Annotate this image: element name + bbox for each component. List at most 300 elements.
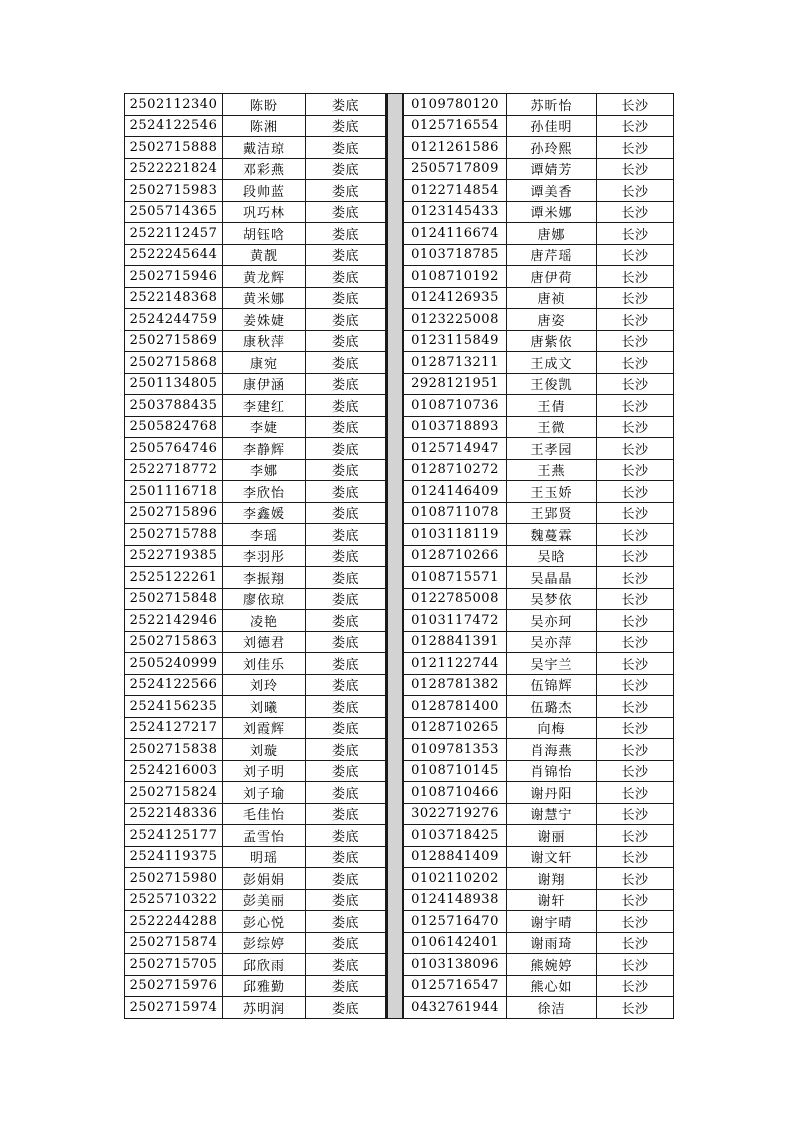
cell-city: 娄底 — [306, 373, 386, 395]
cell-student-name: 李静辉 — [223, 438, 306, 460]
cell-student-name: 唐姿 — [507, 309, 597, 331]
cell-city: 娄底 — [306, 330, 386, 352]
cell-city: 长沙 — [597, 911, 674, 933]
cell-city: 长沙 — [597, 782, 674, 804]
table-row — [404, 868, 674, 890]
table-row — [125, 201, 386, 223]
cell-student-id: 2502715838 — [125, 739, 223, 761]
cell-student-id: 0128841391 — [404, 631, 507, 653]
cell-city: 娄底 — [306, 739, 386, 761]
cell-student-name: 苏明润 — [223, 997, 306, 1019]
loudi-roster-table — [124, 93, 386, 1019]
cell-student-id: 0121261586 — [404, 137, 507, 159]
cell-city: 长沙 — [597, 438, 674, 460]
cell-city: 娄底 — [306, 459, 386, 481]
cell-city: 长沙 — [597, 588, 674, 610]
cell-student-id: 2524216003 — [125, 760, 223, 782]
table-row — [125, 653, 386, 675]
cell-student-id: 2522148368 — [125, 287, 223, 309]
cell-student-name: 苏昕怡 — [507, 94, 597, 116]
cell-city: 长沙 — [597, 803, 674, 825]
cell-city: 长沙 — [597, 502, 674, 524]
table-row — [404, 739, 674, 761]
cell-city: 长沙 — [597, 180, 674, 202]
table-row — [125, 309, 386, 331]
cell-student-id: 0122714854 — [404, 180, 507, 202]
cell-student-name: 孙玲熙 — [507, 137, 597, 159]
cell-student-id: 0106142401 — [404, 932, 507, 954]
table-row — [125, 674, 386, 696]
cell-city: 长沙 — [597, 201, 674, 223]
table-row — [404, 825, 674, 847]
changsha-roster-body — [404, 94, 674, 1019]
cell-city: 长沙 — [597, 352, 674, 374]
table-row — [404, 352, 674, 374]
cell-student-name: 谢丹阳 — [507, 782, 597, 804]
cell-student-name: 康秋萍 — [223, 330, 306, 352]
cell-student-name: 唐紫依 — [507, 330, 597, 352]
cell-city: 长沙 — [597, 653, 674, 675]
table-row — [404, 567, 674, 589]
cell-city: 长沙 — [597, 889, 674, 911]
cell-student-id: 0124126935 — [404, 287, 507, 309]
cell-student-id: 0103117472 — [404, 610, 507, 632]
cell-student-id: 2505717809 — [404, 158, 507, 180]
cell-student-name: 谭米娜 — [507, 201, 597, 223]
table-row — [125, 610, 386, 632]
cell-student-name: 谢轩 — [507, 889, 597, 911]
cell-student-name: 王孝园 — [507, 438, 597, 460]
table-row — [404, 932, 674, 954]
table-row — [404, 502, 674, 524]
cell-city: 长沙 — [597, 524, 674, 546]
cell-student-name: 廖依琼 — [223, 588, 306, 610]
cell-city: 长沙 — [597, 825, 674, 847]
table-row — [125, 352, 386, 374]
cell-student-id: 2502715896 — [125, 502, 223, 524]
cell-student-name: 吴亦萍 — [507, 631, 597, 653]
table-row — [125, 502, 386, 524]
cell-student-id: 2522221824 — [125, 158, 223, 180]
cell-city: 娄底 — [306, 395, 386, 417]
cell-student-name: 李娜 — [223, 459, 306, 481]
cell-city: 娄底 — [306, 438, 386, 460]
cell-city: 长沙 — [597, 760, 674, 782]
table-row — [404, 674, 674, 696]
cell-student-name: 伍璐杰 — [507, 696, 597, 718]
table-row — [125, 395, 386, 417]
cell-student-id: 2524119375 — [125, 846, 223, 868]
cell-city: 娄底 — [306, 696, 386, 718]
table-row — [404, 889, 674, 911]
cell-student-id: 0108710145 — [404, 760, 507, 782]
cell-student-id: 0103718893 — [404, 416, 507, 438]
cell-student-name: 李建红 — [223, 395, 306, 417]
cell-student-name: 邓彩燕 — [223, 158, 306, 180]
cell-student-name: 彭美丽 — [223, 889, 306, 911]
table-row — [404, 997, 674, 1019]
cell-student-id: 2502715974 — [125, 997, 223, 1019]
cell-student-id: 0121122744 — [404, 653, 507, 675]
cell-city: 长沙 — [597, 610, 674, 632]
cell-student-name: 王微 — [507, 416, 597, 438]
cell-city: 娄底 — [306, 653, 386, 675]
cell-city: 娄底 — [306, 545, 386, 567]
table-row — [125, 524, 386, 546]
cell-student-name: 巩巧林 — [223, 201, 306, 223]
cell-student-name: 吴亦珂 — [507, 610, 597, 632]
cell-student-name: 谭婧芳 — [507, 158, 597, 180]
cell-student-id: 2524125177 — [125, 825, 223, 847]
table-row — [125, 911, 386, 933]
cell-city: 长沙 — [597, 674, 674, 696]
table-row — [404, 846, 674, 868]
cell-student-id: 0108710466 — [404, 782, 507, 804]
cell-student-id: 0123225008 — [404, 309, 507, 331]
cell-student-id: 2503788435 — [125, 395, 223, 417]
table-row — [125, 459, 386, 481]
table-row — [125, 889, 386, 911]
cell-city: 长沙 — [597, 309, 674, 331]
cell-city: 长沙 — [597, 739, 674, 761]
cell-student-id: 0128710272 — [404, 459, 507, 481]
cell-student-id: 2522142946 — [125, 610, 223, 632]
cell-student-name: 谢文轩 — [507, 846, 597, 868]
cell-student-name: 刘子瑜 — [223, 782, 306, 804]
table-row — [125, 954, 386, 976]
table-row — [404, 266, 674, 288]
cell-student-id: 0103718785 — [404, 244, 507, 266]
cell-student-name: 黄靓 — [223, 244, 306, 266]
cell-city: 娄底 — [306, 825, 386, 847]
table-row — [404, 524, 674, 546]
table-row — [125, 94, 386, 116]
cell-student-name: 谢宇晴 — [507, 911, 597, 933]
table-row — [125, 158, 386, 180]
cell-student-name: 谢慧宁 — [507, 803, 597, 825]
cell-student-name: 吴宇兰 — [507, 653, 597, 675]
table-row — [404, 481, 674, 503]
cell-student-name: 熊心如 — [507, 975, 597, 997]
table-row — [404, 244, 674, 266]
table-row — [125, 825, 386, 847]
changsha-roster-table — [403, 93, 674, 1019]
cell-student-id: 0123145433 — [404, 201, 507, 223]
cell-city: 娄底 — [306, 266, 386, 288]
cell-city: 长沙 — [597, 223, 674, 245]
cell-city: 娄底 — [306, 309, 386, 331]
table-row — [404, 158, 674, 180]
cell-city: 娄底 — [306, 94, 386, 116]
cell-city: 长沙 — [597, 954, 674, 976]
cell-student-id: 2502715976 — [125, 975, 223, 997]
cell-student-id: 2522244288 — [125, 911, 223, 933]
table-row — [404, 459, 674, 481]
cell-student-name: 彭心悦 — [223, 911, 306, 933]
table-row — [125, 481, 386, 503]
cell-city: 长沙 — [597, 846, 674, 868]
table-row — [125, 846, 386, 868]
cell-city: 娄底 — [306, 416, 386, 438]
cell-student-name: 吴梦依 — [507, 588, 597, 610]
cell-student-name: 王玉娇 — [507, 481, 597, 503]
cell-city: 长沙 — [597, 459, 674, 481]
table-row — [125, 739, 386, 761]
cell-student-id: 2524244759 — [125, 309, 223, 331]
cell-student-name: 陈湘 — [223, 115, 306, 137]
table-row — [125, 137, 386, 159]
cell-city: 娄底 — [306, 846, 386, 868]
cell-student-id: 0108710736 — [404, 395, 507, 417]
cell-student-name: 熊婉婷 — [507, 954, 597, 976]
cell-student-id: 2505714365 — [125, 201, 223, 223]
table-row — [404, 954, 674, 976]
table-row — [404, 201, 674, 223]
cell-student-name: 吴晶晶 — [507, 567, 597, 589]
cell-city: 长沙 — [597, 287, 674, 309]
cell-student-name: 李鑫媛 — [223, 502, 306, 524]
cell-student-name: 彭综婷 — [223, 932, 306, 954]
table-row — [125, 567, 386, 589]
cell-student-id: 0108711078 — [404, 502, 507, 524]
cell-city: 娄底 — [306, 760, 386, 782]
cell-student-name: 胡钰唅 — [223, 223, 306, 245]
cell-city: 长沙 — [597, 481, 674, 503]
cell-city: 娄底 — [306, 287, 386, 309]
cell-student-name: 向梅 — [507, 717, 597, 739]
cell-student-id: 0103718425 — [404, 825, 507, 847]
cell-student-id: 0128781400 — [404, 696, 507, 718]
cell-student-name: 魏蔓霖 — [507, 524, 597, 546]
table-row — [404, 180, 674, 202]
cell-student-id: 0103138096 — [404, 954, 507, 976]
cell-student-name: 王倩 — [507, 395, 597, 417]
cell-student-id: 0125716554 — [404, 115, 507, 137]
cell-student-name: 王郢贤 — [507, 502, 597, 524]
cell-student-name: 徐洁 — [507, 997, 597, 1019]
cell-student-id: 2502715788 — [125, 524, 223, 546]
cell-student-id: 0125716470 — [404, 911, 507, 933]
cell-city: 长沙 — [597, 416, 674, 438]
cell-city: 娄底 — [306, 588, 386, 610]
cell-student-id: 0123115849 — [404, 330, 507, 352]
cell-student-name: 明瑶 — [223, 846, 306, 868]
cell-student-id: 2522719385 — [125, 545, 223, 567]
cell-student-id: 2524127217 — [125, 717, 223, 739]
cell-student-name: 刘德君 — [223, 631, 306, 653]
cell-student-id: 0109780120 — [404, 94, 507, 116]
table-row — [125, 868, 386, 890]
cell-student-name: 李欣怡 — [223, 481, 306, 503]
cell-student-name: 刘璇 — [223, 739, 306, 761]
cell-student-id: 2522245644 — [125, 244, 223, 266]
cell-city: 长沙 — [597, 94, 674, 116]
cell-student-name: 肖锦怡 — [507, 760, 597, 782]
cell-city: 娄底 — [306, 782, 386, 804]
table-row — [125, 373, 386, 395]
cell-student-id: 2502715824 — [125, 782, 223, 804]
cell-city: 长沙 — [597, 395, 674, 417]
cell-student-id: 2501116718 — [125, 481, 223, 503]
cell-city: 长沙 — [597, 158, 674, 180]
cell-student-id: 3022719276 — [404, 803, 507, 825]
table-row — [125, 416, 386, 438]
table-row — [125, 438, 386, 460]
cell-city: 娄底 — [306, 674, 386, 696]
cell-student-id: 2502112340 — [125, 94, 223, 116]
cell-city: 娄底 — [306, 502, 386, 524]
table-row — [404, 653, 674, 675]
table-row — [125, 997, 386, 1019]
cell-student-name: 康宛 — [223, 352, 306, 374]
table-row — [404, 717, 674, 739]
cell-student-id: 2505824768 — [125, 416, 223, 438]
cell-student-id: 2522148336 — [125, 803, 223, 825]
roster-sheet — [124, 93, 674, 1019]
cell-student-name: 谢丽 — [507, 825, 597, 847]
table-row — [404, 911, 674, 933]
cell-student-name: 李婕 — [223, 416, 306, 438]
cell-student-name: 姜姝婕 — [223, 309, 306, 331]
cell-student-id: 2928121951 — [404, 373, 507, 395]
table-row — [404, 545, 674, 567]
table-row — [125, 115, 386, 137]
cell-student-name: 刘佳乐 — [223, 653, 306, 675]
table-row — [125, 975, 386, 997]
cell-student-name: 孙佳明 — [507, 115, 597, 137]
loudi-roster-body — [125, 94, 386, 1019]
table-row — [404, 330, 674, 352]
cell-student-id: 2502715868 — [125, 352, 223, 374]
cell-student-name: 邱雅勤 — [223, 975, 306, 997]
cell-student-name: 段帅蓝 — [223, 180, 306, 202]
table-row — [125, 330, 386, 352]
cell-city: 娄底 — [306, 223, 386, 245]
cell-city: 长沙 — [597, 631, 674, 653]
cell-student-name: 彭娟娟 — [223, 868, 306, 890]
cell-student-id: 2525122261 — [125, 567, 223, 589]
table-row — [125, 266, 386, 288]
cell-city: 长沙 — [597, 244, 674, 266]
table-row — [125, 932, 386, 954]
cell-city: 娄底 — [306, 954, 386, 976]
cell-student-name: 谢翔 — [507, 868, 597, 890]
table-row — [404, 223, 674, 245]
table-row — [125, 760, 386, 782]
cell-city: 娄底 — [306, 158, 386, 180]
cell-student-name: 伍锦辉 — [507, 674, 597, 696]
cell-student-name: 唐娜 — [507, 223, 597, 245]
cell-student-name: 肖海燕 — [507, 739, 597, 761]
cell-student-id: 0128710266 — [404, 545, 507, 567]
table-row — [125, 782, 386, 804]
cell-student-id: 2524122546 — [125, 115, 223, 137]
cell-student-name: 李振翔 — [223, 567, 306, 589]
cell-city: 娄底 — [306, 524, 386, 546]
cell-student-id: 0102110202 — [404, 868, 507, 890]
cell-student-name: 刘子明 — [223, 760, 306, 782]
cell-student-id: 2522718772 — [125, 459, 223, 481]
table-row — [125, 803, 386, 825]
table-row — [404, 588, 674, 610]
cell-student-id: 2502715863 — [125, 631, 223, 653]
table-row — [125, 287, 386, 309]
cell-city: 长沙 — [597, 975, 674, 997]
table-row — [125, 545, 386, 567]
cell-city: 长沙 — [597, 932, 674, 954]
table-row — [125, 717, 386, 739]
cell-city: 娄底 — [306, 997, 386, 1019]
cell-student-id: 0122785008 — [404, 588, 507, 610]
cell-student-id: 2501134805 — [125, 373, 223, 395]
cell-student-id: 0108710192 — [404, 266, 507, 288]
cell-student-name: 黄龙辉 — [223, 266, 306, 288]
table-row — [404, 975, 674, 997]
cell-student-id: 0109781353 — [404, 739, 507, 761]
cell-student-name: 康伊涵 — [223, 373, 306, 395]
cell-city: 长沙 — [597, 373, 674, 395]
cell-student-name: 刘霞辉 — [223, 717, 306, 739]
cell-student-id: 2502715874 — [125, 932, 223, 954]
table-row — [404, 395, 674, 417]
cell-city: 娄底 — [306, 975, 386, 997]
cell-city: 长沙 — [597, 696, 674, 718]
table-row — [404, 309, 674, 331]
cell-city: 娄底 — [306, 717, 386, 739]
cell-city: 娄底 — [306, 115, 386, 137]
cell-student-id: 2502715848 — [125, 588, 223, 610]
cell-student-id: 0124146409 — [404, 481, 507, 503]
table-row — [404, 696, 674, 718]
table-row — [404, 137, 674, 159]
table-row — [125, 588, 386, 610]
cell-student-id: 0432761944 — [404, 997, 507, 1019]
cell-student-id: 0128710265 — [404, 717, 507, 739]
cell-city: 娄底 — [306, 567, 386, 589]
cell-city: 长沙 — [597, 717, 674, 739]
cell-city: 娄底 — [306, 911, 386, 933]
cell-city: 娄底 — [306, 352, 386, 374]
cell-student-name: 毛佳怡 — [223, 803, 306, 825]
cell-student-id: 0124148938 — [404, 889, 507, 911]
cell-student-id: 0103118119 — [404, 524, 507, 546]
table-row — [404, 438, 674, 460]
cell-student-name: 刘曦 — [223, 696, 306, 718]
cell-student-id: 2502715980 — [125, 868, 223, 890]
cell-city: 长沙 — [597, 266, 674, 288]
cell-student-name: 唐祯 — [507, 287, 597, 309]
cell-student-id: 2502715705 — [125, 954, 223, 976]
cell-city: 娄底 — [306, 932, 386, 954]
cell-city: 长沙 — [597, 115, 674, 137]
cell-student-name: 陈盼 — [223, 94, 306, 116]
cell-city: 长沙 — [597, 997, 674, 1019]
table-row — [125, 223, 386, 245]
cell-student-name: 谭美香 — [507, 180, 597, 202]
cell-city: 娄底 — [306, 244, 386, 266]
cell-student-name: 王俊凯 — [507, 373, 597, 395]
table-row — [404, 631, 674, 653]
cell-city: 长沙 — [597, 137, 674, 159]
cell-student-name: 谢雨琦 — [507, 932, 597, 954]
cell-city: 长沙 — [597, 330, 674, 352]
table-row — [125, 244, 386, 266]
cell-student-id: 0125714947 — [404, 438, 507, 460]
table-row — [125, 696, 386, 718]
table-divider-bar — [386, 93, 403, 1019]
cell-student-id: 2505764746 — [125, 438, 223, 460]
cell-student-name: 黄米娜 — [223, 287, 306, 309]
